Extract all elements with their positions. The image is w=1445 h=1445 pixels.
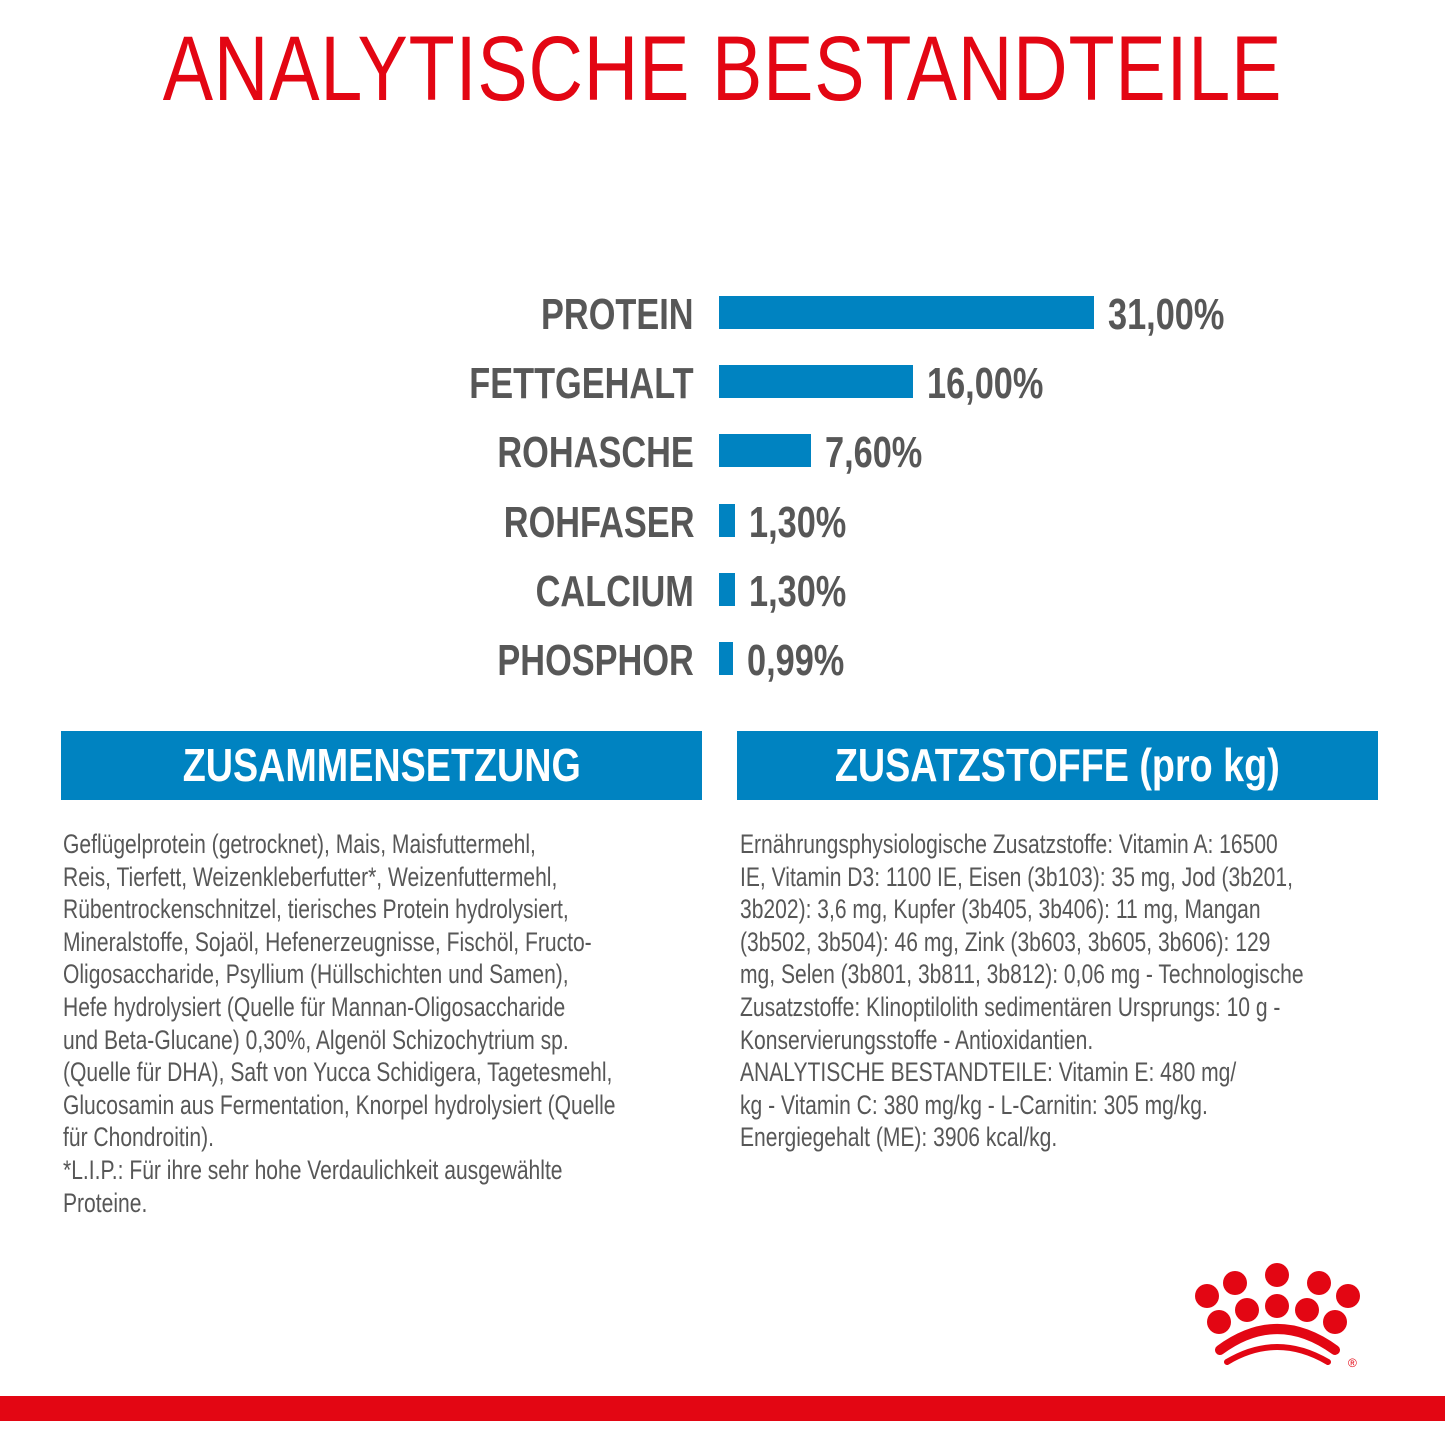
text-line: 3b202): 3,6 mg, Kupfer (3b405, 3b406): 11 mg, Mangan [740,894,1261,925]
bar [719,365,913,398]
chart-row-protein [0,290,1445,339]
text-line: Zusatzstoffe: Klinoptilolith sedimentären Ursprungs: 10 g - [740,991,1281,1022]
text-line: Konservierungsstoffe - Antioxidantien. [740,1024,1094,1055]
text-line: *L.I.P.: Für ihre sehr hohe Verdaulichkeit ausgewählte [63,1154,563,1185]
bar-label: PROTEIN [541,290,694,339]
chart-row-calcium [0,567,1445,616]
registered-mark: ® [1348,1356,1357,1370]
text-line: Rübentrockenschnitzel, tierisches Protein hydrolysiert, [63,894,569,925]
text-line: Hefe hydrolysiert (Quelle für Mannan-Oligosaccharide [63,991,566,1022]
text-line: für Chondroitin). [63,1122,215,1153]
text-line: mg, Selen (3b801, 3b811, 3b812): 0,06 mg - Technologische [740,959,1304,990]
crown-logo-icon [1185,1250,1385,1370]
text-line: Reis, Tierfett, Weizenkleberfutter*, Weizenfuttermehl, [63,861,558,892]
text-line: Geflügelprotein (getrocknet), Mais, Maisfuttermehl, [63,829,536,859]
bar-value: 7,60% [824,428,923,477]
bar [719,296,1094,329]
bar-label: ROHASCHE [497,428,694,477]
text-line: IE, Vitamin D3: 1100 IE, Eisen (3b103): 35 mg, Jod (3b201, [740,861,1293,892]
bar-value: 16,00% [926,359,1043,408]
chart-row-fettgehalt [0,359,1445,408]
composition-text [63,828,771,1219]
page-title: ANALYTISCHE BESTANDTEILE [162,18,1283,120]
additives-header [737,731,1378,800]
bar-label: ROHFASER [503,498,694,547]
bar-value: 0,99% [747,636,845,685]
bottom-red-bar [0,1396,1445,1421]
bar-value: 1,30% [748,498,847,547]
chart-row-phosphor [0,636,1445,685]
text-line: ANALYTISCHE BESTANDTEILE: Vitamin E: 480 mg/ [740,1057,1237,1088]
text-line: (3b502, 3b504): 46 mg, Zink (3b603, 3b605, 3b606): 129 [740,926,1271,957]
additives-text [740,828,1445,1154]
bar-value: 1,30% [748,567,847,616]
bar [719,642,733,675]
text-line: Glucosamin aus Fermentation, Knorpel hydrolysiert (Quelle [63,1089,616,1120]
composition-header [61,731,702,800]
text-line: Energiegehalt (ME): 3906 kcal/kg. [740,1122,1058,1153]
text-line: Oligosaccharide, Psyllium (Hüllschichten und Samen), [63,959,569,990]
composition-header-text: ZUSAMMENSETZUNG [182,739,581,791]
bar [719,434,811,467]
bar [719,504,735,537]
bar-label: PHOSPHOR [497,636,694,685]
text-line: und Beta-Glucane) 0,30%, Algenöl Schizochytrium sp. [63,1024,569,1055]
additives-header-text: ZUSATZSTOFFE (pro kg) [835,739,1280,791]
chart-row-rohfaser [0,498,1445,547]
text-line: kg - Vitamin C: 380 mg/kg - L-Carnitin: 305 mg/kg. [740,1089,1208,1120]
bar-label: CALCIUM [535,567,694,616]
chart-row-rohasche [0,428,1445,477]
text-line: Ernährungsphysiologische Zusatzstoffe: Vitamin A: 16500 [740,829,1278,859]
bar-label: FETTGEHALT [469,359,694,408]
text-line: Mineralstoffe, Sojaöl, Hefenerzeugnisse, Fischöl, Fructo- [63,926,592,957]
bar-value: 31,00% [1108,290,1225,339]
text-line: Proteine. [63,1187,148,1218]
bar [719,573,735,606]
text-line: (Quelle für DHA), Saft von Yucca Schidigera, Tagetesmehl, [63,1057,613,1088]
